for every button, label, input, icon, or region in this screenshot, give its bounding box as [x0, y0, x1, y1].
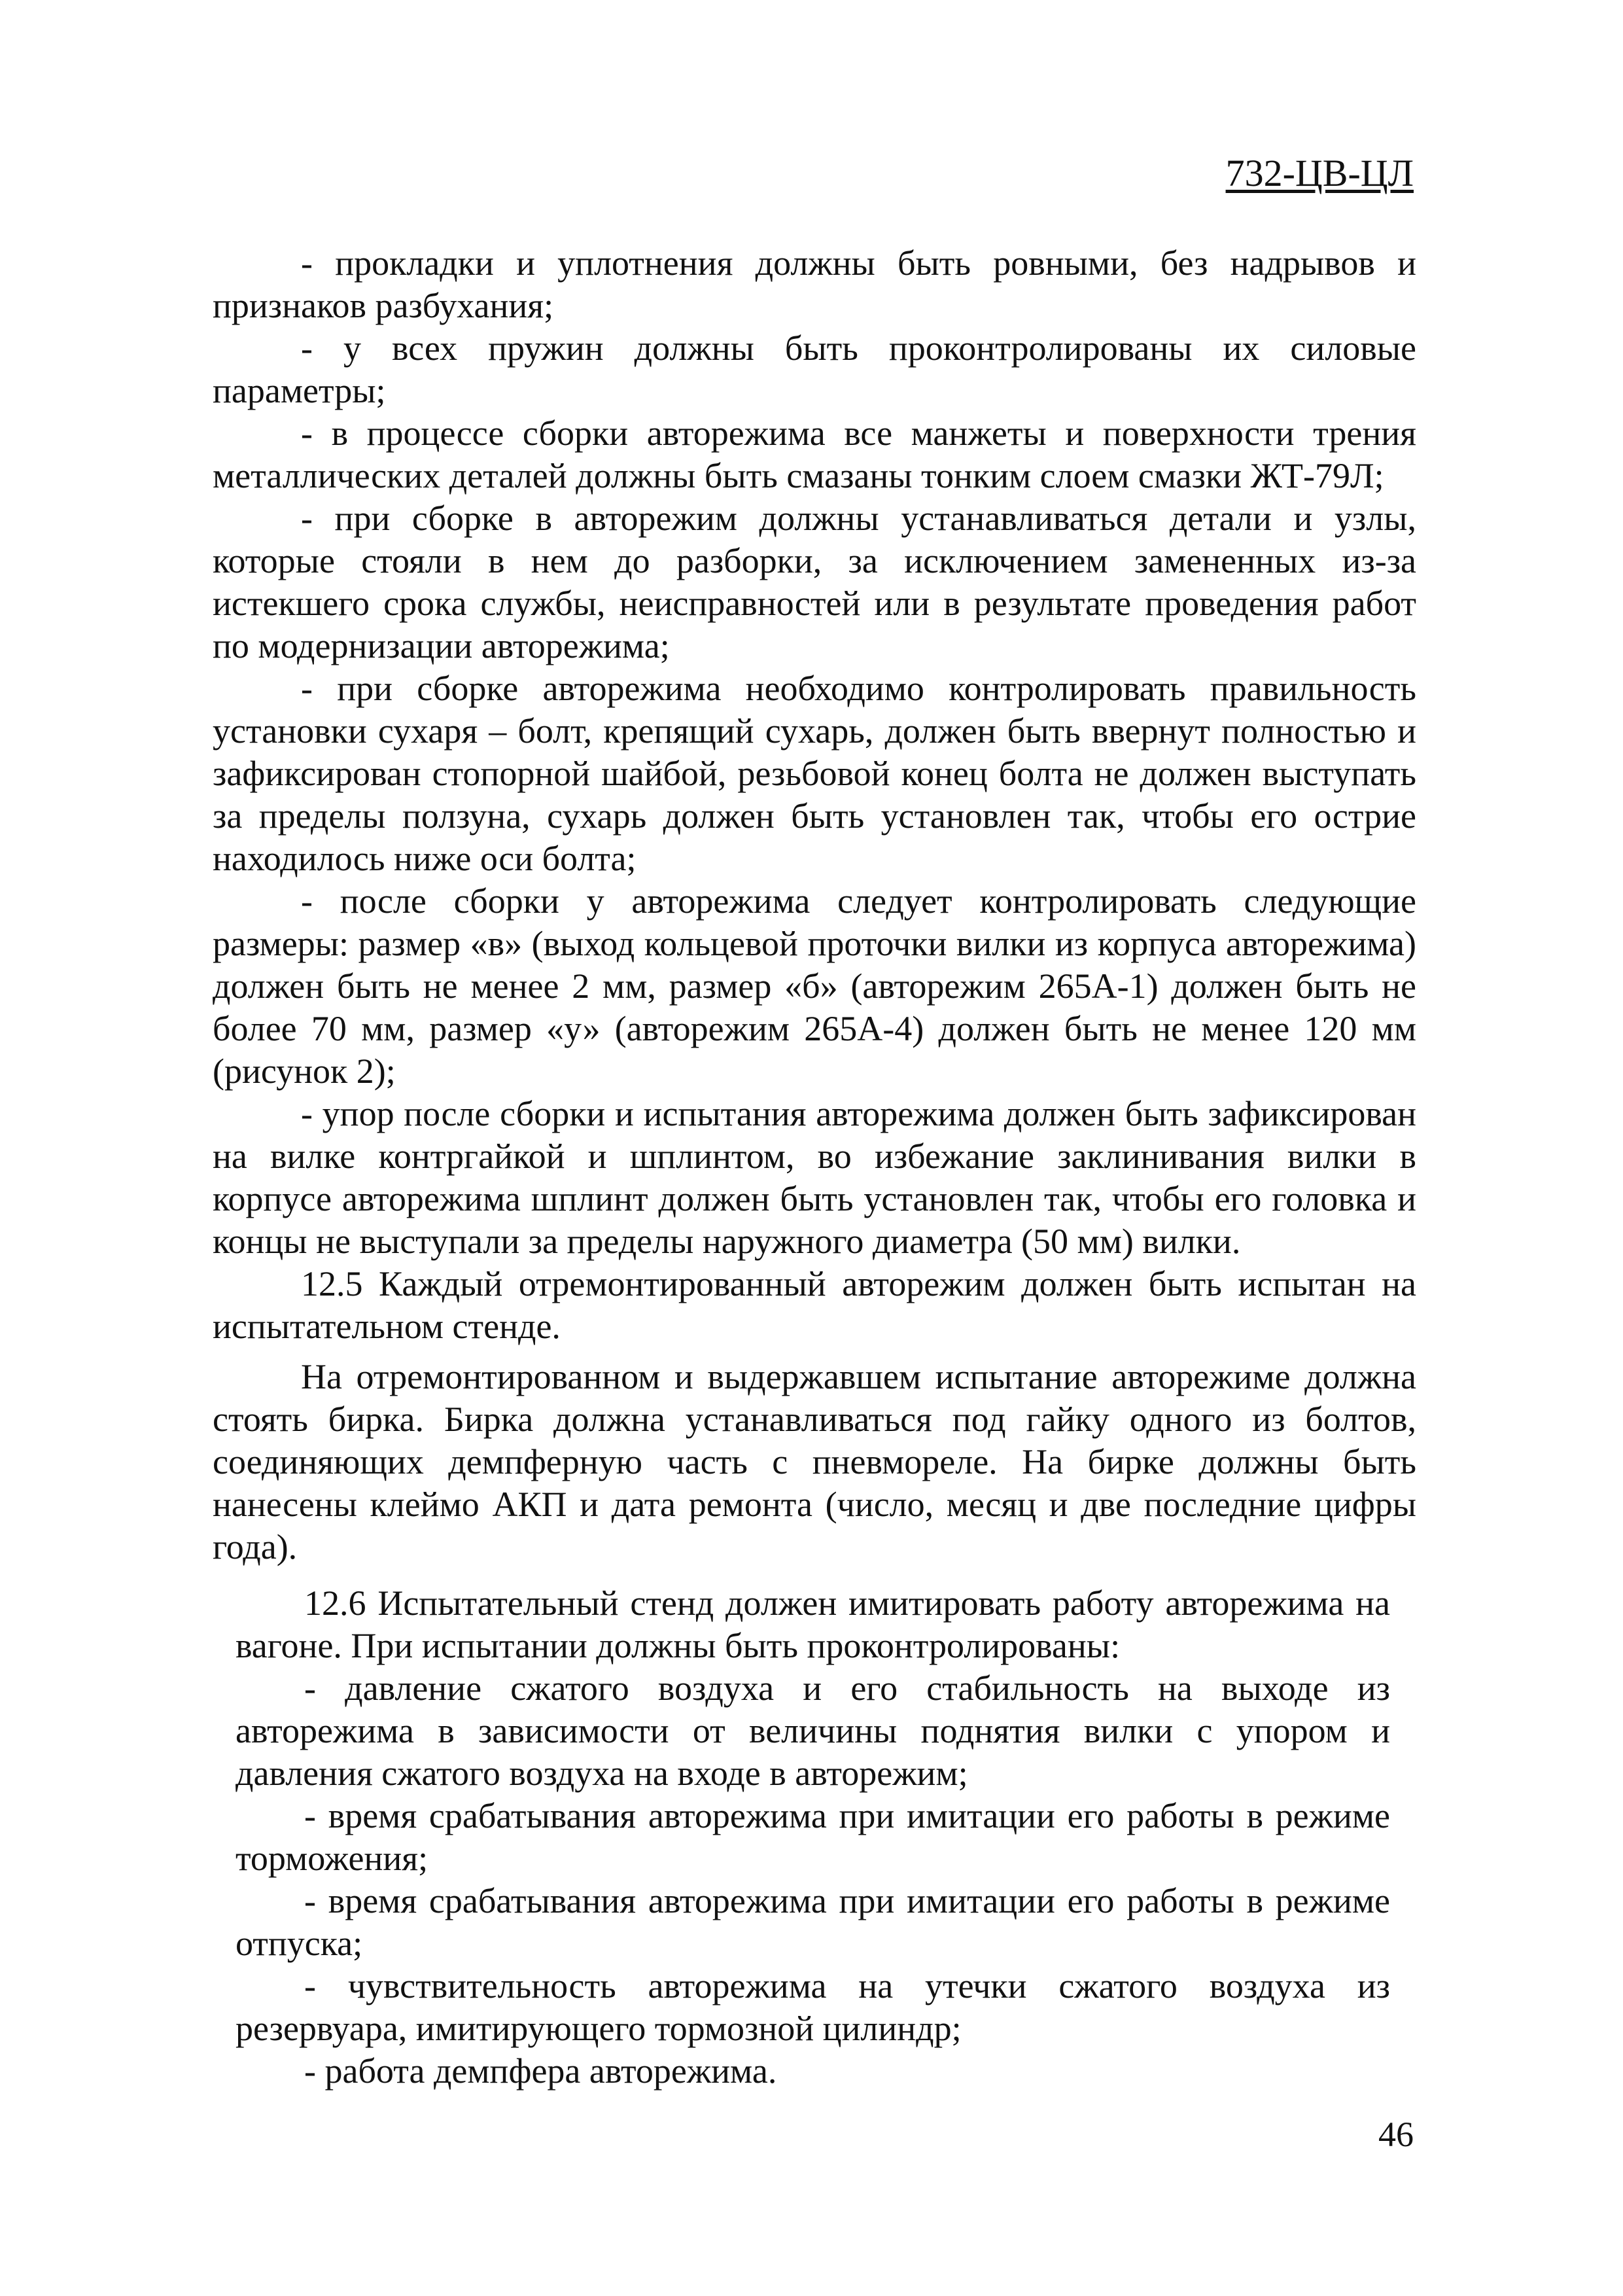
paragraph-gaskets: - прокладки и уплотнения должны быть ровными, без надрывов и признаков разбухания; [213, 243, 1416, 325]
paragraph-release-time: - время срабатывания авторежима при имитации его работы в режиме отпуска; [236, 1881, 1390, 1963]
paragraph-springs: - у всех пружин должны быть проконтролированы их силовые параметры; [213, 328, 1416, 410]
paragraph-damper: - работа демпфера авторежима. [304, 2051, 777, 2091]
section-12-6-block [236, 1582, 1390, 2093]
paragraph-assembly-parts: - при сборке в авторежим должны устанавливаться детали и узлы, которые стояли в нем до разборки, за исключением замененных из-за истекшего срока службы, неисправностей или в результате проведения работ по модернизации авторежима; [213, 499, 1416, 665]
paragraph-pressure: - давление сжатого воздуха и его стабильность на выходе из авторежима в зависимости от величины поднятия вилки с упором и давления сжатого воздуха на входе в авторежим; [236, 1669, 1390, 1793]
paragraph-dimensions: - после сборки у авторежима следует контролировать следующие размеры: размер «в» (выход кольцевой проточки вилки из корпуса авторежима) должен быть не менее 2 мм, размер «б» (авторежим 265А-1) должен быть не более 70 мм, размер «у» (авторежим 265А-4) должен быть не менее 120 мм (рисунок 2); [213, 881, 1416, 1091]
main-text-block [213, 242, 1416, 1568]
page-number: 46 [1378, 2115, 1414, 2154]
paragraph-12-5: 12.5 Каждый отремонтированный авторежим должен быть испытан на испытательном стенде. [213, 1264, 1416, 1346]
paragraph-stop-fixing: - упор после сборки и испытания авторежима должен быть зафиксирован на вилке контргайкой и шплинтом, во избежание заклинивания вилки в корпусе авторежима шплинт должен быть установлен так, чтобы его головка и концы не выступали за пределы наружного диаметра (50 мм) вилки. [213, 1094, 1416, 1261]
paragraph-lubrication: - в процессе сборки авторежима все манжеты и поверхности трения металлических деталей должны быть смазаны тонким слоем смазки ЖТ-79Л; [213, 414, 1416, 495]
document-code-header: 732-ЦВ-ЦЛ [1225, 152, 1414, 194]
paragraph-braking-time: - время срабатывания авторежима при имитации его работы в режиме торможения; [236, 1796, 1390, 1878]
paragraph-tag: На отремонтированном и выдержавшем испытание авторежиме должна стоять бирка. Бирка должна устанавливаться под гайку одного из болтов, соединяющих демпферную часть с пневмореле. На бирке должны быть нанесены клеймо АКП и дата ремонта (число, месяц и две последние цифры года). [213, 1357, 1416, 1566]
paragraph-cracker-install: - при сборке авторежима необходимо контролировать правильность установки сухаря – болт, крепящий сухарь, должен быть ввернут полностью и зафиксирован стопорной шайбой, резьбовой конец болта не должен выступать за пределы ползуна, сухарь должен быть установлен так, чтобы его острие находилось ниже оси болта; [213, 669, 1416, 878]
paragraph-12-6: 12.6 Испытательный стенд должен имитировать работу авторежима на вагоне. При испытании должны быть проконтролированы: [236, 1583, 1390, 1665]
paragraph-sensitivity: - чувствительность авторежима на утечки сжатого воздуха из резервуара, имитирующего тормозной цилиндр; [236, 1966, 1390, 2048]
